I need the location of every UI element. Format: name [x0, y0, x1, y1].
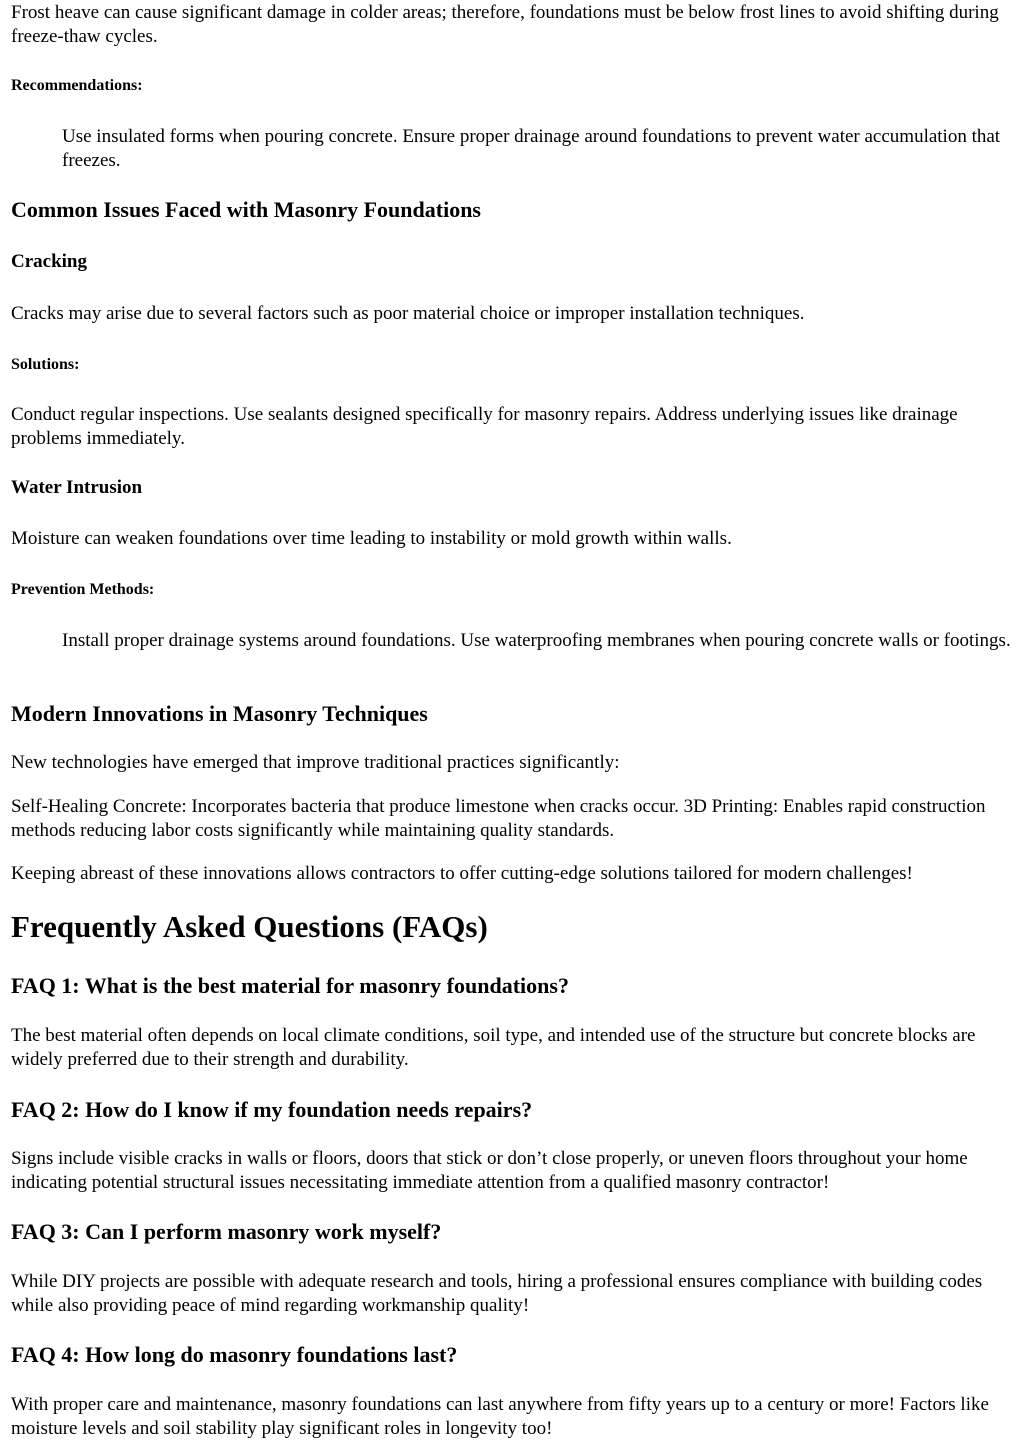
recommendations-heading: Recommendations:: [11, 77, 143, 94]
faq-1-question: FAQ 1: What is the best material for masonry foundations?: [11, 973, 569, 998]
cracking-heading: Cracking: [11, 251, 87, 272]
solutions-paragraph: Conduct regular inspections. Use sealants designed specifically for masonry repairs. Address underlying issues like drainage problems immediately.: [11, 404, 958, 449]
innovations-closing-paragraph: Keeping abreast of these innovations allows contractors to offer cutting-edge solutions tailored for modern challenges!: [11, 863, 913, 884]
faq-3-answer: While DIY projects are possible with adequate research and tools, hiring a professional ensures compliance with building codes while also providing peace of mind regarding workmanship quality!: [11, 1271, 983, 1316]
faq-3-question: FAQ 3: Can I perform masonry work myself?: [11, 1219, 442, 1244]
prevention-methods-heading: Prevention Methods:: [11, 581, 155, 598]
solutions-heading: Solutions:: [11, 356, 80, 373]
faq-section-heading: Frequently Asked Questions (FAQs): [11, 909, 488, 944]
water-intrusion-paragraph: Moisture can weaken foundations over time leading to instability or mold growth within walls.: [11, 528, 732, 549]
innovations-list-paragraph: Self-Healing Concrete: Incorporates bacteria that produce limestone when cracks occur. 3D Printing: Enables rapid construction methods reducing labor costs significantly while maintaining quality standards.: [11, 796, 986, 841]
faq-1-answer: The best material often depends on local climate conditions, soil type, and intended use of the structure but concrete blocks are widely preferred due to their strength and durability.: [11, 1025, 976, 1070]
faq-2-answer: Signs include visible cracks in walls or floors, doors that stick or don’t close properly, or uneven floors throughout your home indicating potential structural issues necessitating immediate attention from a qualified masonry contractor!: [11, 1148, 968, 1193]
frost-intro-paragraph: Frost heave can cause significant damage in colder areas; therefore, foundations must be below frost lines to avoid shifting during freeze-thaw cycles.: [11, 2, 999, 47]
prevention-methods-paragraph: Install proper drainage systems around foundations. Use waterproofing membranes when pouring concrete walls or footings.: [62, 630, 1011, 651]
faq-4-answer: With proper care and maintenance, masonry foundations can last anywhere from fifty years up to a century or more! Factors like moisture levels and soil stability play significant roles in longevity too!: [11, 1394, 989, 1439]
faq-4-question: FAQ 4: How long do masonry foundations last?: [11, 1342, 458, 1367]
innovations-intro-paragraph: New technologies have emerged that improve traditional practices significantly:: [11, 752, 620, 773]
cracking-paragraph: Cracks may arise due to several factors such as poor material choice or improper installation techniques.: [11, 303, 805, 324]
common-issues-heading: Common Issues Faced with Masonry Foundations: [11, 197, 481, 222]
innovations-heading: Modern Innovations in Masonry Techniques: [11, 701, 428, 726]
faq-2-question: FAQ 2: How do I know if my foundation needs repairs?: [11, 1097, 533, 1122]
water-intrusion-heading: Water Intrusion: [11, 477, 143, 498]
recommendations-paragraph: Use insulated forms when pouring concrete. Ensure proper drainage around foundations to prevent water accumulation that freezes.: [62, 126, 1001, 171]
